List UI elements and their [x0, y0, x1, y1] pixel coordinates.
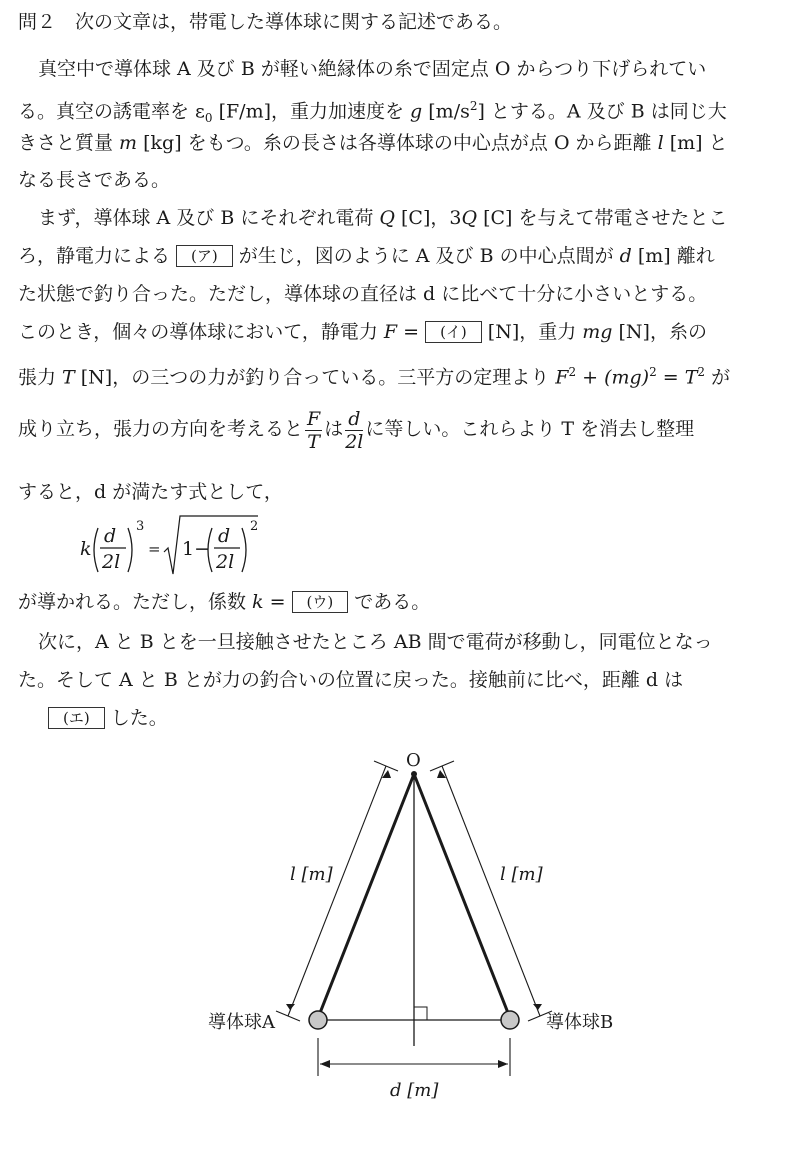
fraction-numerator: F: [307, 407, 321, 430]
arrowhead: [320, 1060, 330, 1068]
text-span: 成り立ち，張力の方向を考えると: [18, 418, 304, 440]
text-line: 次に，A と B とを一旦接触させたところ AB 間で電荷が移動し，同電位となっ: [38, 631, 713, 653]
conductor-sphere-a: [309, 1011, 327, 1029]
arrowhead: [286, 1004, 295, 1010]
dimension-line-left: [288, 766, 386, 1016]
expr-t: = T: [656, 366, 698, 389]
text-line: [18, 706, 168, 730]
formula-one-minus: 1−: [182, 538, 211, 560]
blank-i[interactable]: (イ): [425, 321, 482, 343]
formula-denominator: 2l: [216, 551, 235, 573]
formula: [60, 512, 320, 584]
left-paren: [94, 528, 98, 572]
text-span: 張力: [18, 366, 63, 389]
text-span: [N]，の三つの力が釣り合っている。三平方の定理より: [74, 366, 556, 389]
right-angle-mark: [414, 1007, 427, 1020]
blank-a[interactable]: (ア): [176, 245, 233, 267]
text-span: [N]，糸の: [612, 321, 707, 343]
var-t: T: [62, 366, 75, 389]
var-k: k: [252, 591, 264, 613]
formula-numerator: d: [218, 525, 231, 547]
thread-b: [414, 774, 510, 1018]
var-q: Q: [461, 207, 478, 229]
right-paren: [128, 528, 132, 572]
subscript: 0: [204, 111, 213, 126]
fixed-point-o: [411, 771, 417, 777]
text-span: した。: [110, 707, 168, 729]
text-span: [kg] をもつ。糸の長さは各導体球の中心点が点 O から距離: [137, 132, 658, 154]
dimension-tick: [374, 761, 398, 771]
var-g: g: [410, 100, 423, 123]
text-span: は: [324, 418, 344, 440]
text-line: なる長さである。: [18, 169, 171, 191]
text-span: まず，導体球 A 及び B にそれぞれ電荷: [38, 207, 380, 229]
text-line: すると，d が満たす式として，: [18, 481, 283, 503]
var-f: F: [555, 366, 569, 389]
text-line: [18, 131, 728, 155]
problem-heading: 問２ 次の文章は，帯電した導体球に関する記述である。: [18, 11, 513, 33]
text-line: た。そして A と B とが力の釣合いの位置に戻った。接触前に比べ，距離 d は: [18, 669, 684, 691]
text-span: =: [397, 321, 420, 343]
text-line: 真空中で導体球 A 及び B が軽い絶縁体の糸で固定点 O からつり下げられてい: [38, 58, 707, 80]
label-d: d [m]: [390, 1080, 439, 1101]
text-span: [F/m]，重力加速度を: [212, 100, 411, 123]
text-span: ] とする。A 及び B は同じ大: [477, 100, 727, 123]
label-sphere-b: 導体球B: [546, 1012, 614, 1033]
text-span: る。真空の誘電率を ε: [18, 100, 205, 123]
text-line: [18, 404, 694, 454]
text-span: が: [705, 366, 731, 389]
label-l-left: l [m]: [290, 864, 333, 885]
text-span: =: [263, 591, 286, 613]
formula-denominator: 2l: [102, 551, 121, 573]
var-q: Q: [379, 207, 395, 229]
blank-u[interactable]: (ウ): [292, 591, 349, 613]
fraction-f-over-t: [305, 408, 322, 453]
label-o: O: [406, 750, 421, 771]
var-m: m: [119, 132, 138, 154]
text-line: [18, 244, 715, 268]
label-l-right: l [m]: [500, 864, 543, 885]
text-line: [38, 206, 727, 230]
text-line: た状態で釣り合った。ただし，導体球の直径は d に比べて十分に小さいとする。: [18, 283, 708, 305]
var-d: d: [619, 245, 632, 267]
dimension-line-right: [442, 766, 540, 1016]
superscript: 2: [469, 99, 478, 113]
arrowhead: [533, 1004, 542, 1010]
fraction-denominator: T: [307, 430, 320, 453]
formula-exponent: 2: [250, 519, 259, 534]
dimension-tick: [276, 1011, 300, 1021]
text-span: [m] と: [663, 132, 728, 154]
thread-a: [318, 774, 414, 1018]
var-mg: mg: [582, 321, 613, 343]
fraction-d-over-2l: [345, 408, 363, 453]
formula-exponent: 3: [136, 519, 145, 534]
text-span: である。: [354, 591, 431, 613]
text-span: このとき，個々の導体球において，静電力: [18, 321, 384, 343]
text-span: が生じ，図のように A 及び B の中心点間が: [238, 245, 620, 267]
pendulum-diagram: [0, 740, 787, 1140]
fraction-numerator: d: [345, 408, 363, 431]
conductor-sphere-b: [501, 1011, 519, 1029]
text-span: が導かれる。ただし，係数: [18, 591, 253, 613]
text-span: [N]，重力: [487, 321, 583, 343]
arrowhead: [498, 1060, 508, 1068]
text-span: ろ，静電力による: [18, 245, 171, 267]
label-sphere-a: 導体球A: [208, 1012, 275, 1033]
superscript: 2: [697, 365, 706, 379]
formula-numerator: d: [104, 525, 117, 547]
formula-k: k: [80, 538, 92, 560]
superscript: 2: [649, 365, 657, 379]
text-span: [m] 離れ: [631, 245, 715, 267]
text-span: きさと質量: [18, 132, 120, 154]
expr-mg: + (mg): [576, 366, 650, 389]
text-span: [m/s: [422, 100, 470, 123]
text-line: [18, 590, 430, 614]
dimension-tick: [430, 761, 454, 771]
blank-e[interactable]: (エ): [48, 707, 105, 729]
var-l: l: [657, 132, 664, 154]
text-line: [18, 320, 707, 344]
text-span: [C]，3: [394, 207, 462, 229]
text-span: に等しい。これらより T を消去し整理: [365, 418, 695, 440]
formula-equals: =: [148, 540, 161, 558]
superscript: 2: [568, 365, 577, 379]
text-span: [C] を与えて帯電させたとこ: [477, 207, 728, 229]
text-line: [18, 360, 730, 389]
right-paren: [242, 528, 246, 572]
fraction-denominator: 2l: [345, 430, 364, 453]
text-line: [18, 94, 727, 130]
var-f: F: [383, 321, 398, 343]
